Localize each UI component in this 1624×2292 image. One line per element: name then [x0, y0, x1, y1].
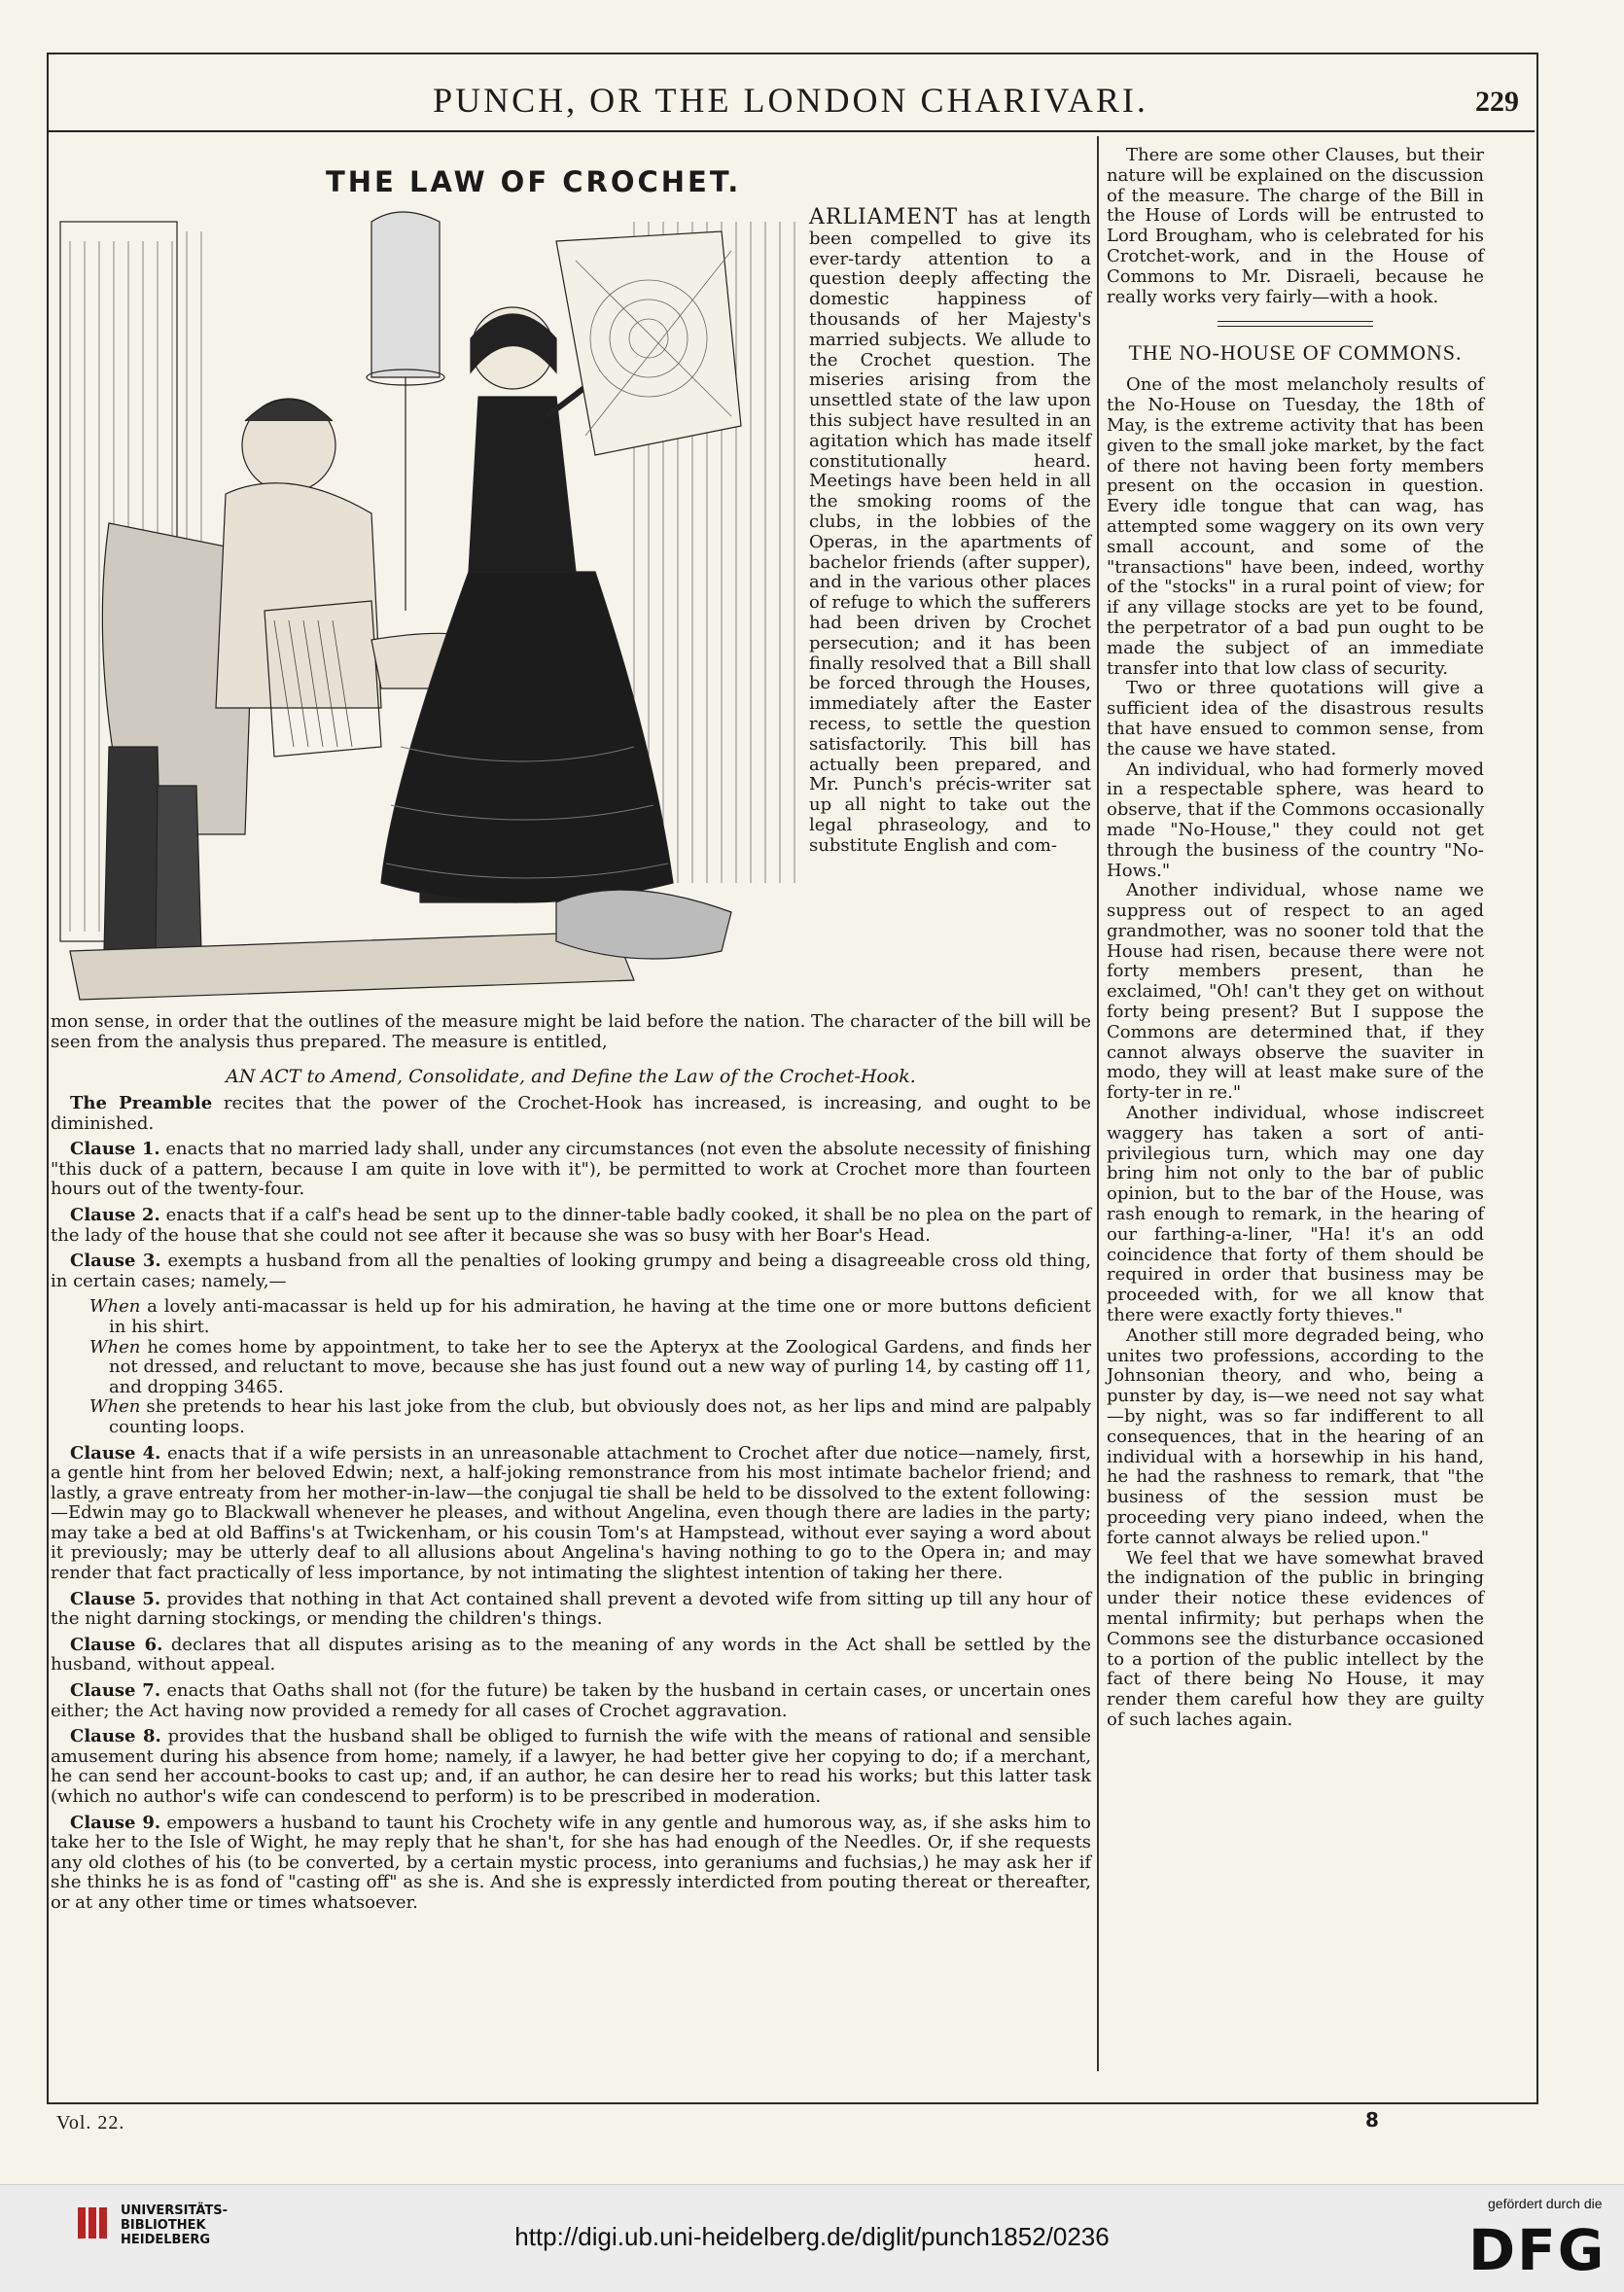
no-house-paragraph: We feel that we have somewhat braved the indignation of the public in bringing under their notice these evidences of mental infirmity; but perhaps when the Commons see the disturbance occasioned to a portion of the public intellect by the fact of there being No House, it may render them careful how they are guilty of such laches again.	[1107, 1547, 1484, 1730]
preamble-label: The Preamble	[70, 1093, 213, 1113]
no-house-paragraph: Another individual, whose indiscreet waggery has taken a sort of anti-privilegious turn, which may one day bring him not only to the bar of public opinion, but to the bar of the House, was rash enough to remark, in the hearing of our farthing-a-liner, "Ha! it's an odd coincidence that forty of them should be required in order that business may be proceeded with, for we all know that there were exactly forty thieves."	[1107, 1103, 1484, 1326]
article-intro	[809, 205, 1091, 857]
clause-label: Clause 2.	[70, 1204, 160, 1225]
clause-text: declares that all disputes arising as to the meaning of any words in the Act shall be settled by the husband, without appeal.	[51, 1634, 1092, 1675]
clause-text: enacts that no married lady shall, under any circumstances (not even the absolute necessity of finishing "this duck of a pattern, because I am quite in love with it"), be permitted to work at Crochet more than fourteen hours out of the twenty-four.	[51, 1139, 1091, 1200]
clause-label: Clause 6.	[70, 1634, 163, 1655]
signature-mark: 8	[1365, 2108, 1379, 2132]
page-number: 229	[1475, 86, 1519, 118]
crochet-illustration	[51, 202, 819, 1014]
intro-continuation: mon sense, in order that the outlines of the measure might be laid before the nation. The character of the bill will be seen from the analysis thus prepared. The measure is entitled,	[51, 1011, 1091, 1052]
no-house-paragraph: Another still more degraded being, who unites two professions, according to the Johnsonian theory, and who, being a punster by day, is—we need not say what—by night, was so far indifferent to all consequences, that in the hearing of an individual with a horsewhip in his hand, he had the rashness to remark, that "the business of the session must be proceeding very piano indeed, when the forte cannot always be relied upon."	[1107, 1324, 1484, 1548]
clause-label: Clause 4.	[70, 1442, 161, 1463]
volume-label: Vol. 22.	[56, 2112, 125, 2133]
no-house-paragraph: An individual, who had formerly moved in a respectable sphere, was heard to observe, that if the Commons occasionally made "No-House," they could not get through the business of the country "No-Hows."	[1107, 758, 1484, 881]
clause	[51, 1814, 1091, 1914]
clause-case	[51, 1297, 1091, 1337]
clause	[51, 1444, 1091, 1584]
clause-text: exempts a husband from all the penalties of looking grumpy and being a disagreeable cross old thing, in certain cases; namely,—	[51, 1251, 1091, 1291]
clause-label: Clause 5.	[70, 1588, 161, 1609]
clause-label: Clause 9.	[70, 1812, 161, 1833]
clause-label: Clause 8.	[70, 1726, 161, 1747]
column-rule	[1097, 136, 1099, 2071]
section-divider	[1218, 321, 1373, 327]
clause-case	[51, 1338, 1091, 1398]
no-house-paragraph: Another individual, whose name we suppress out of respect to an aged grandmother, was no sooner told that the House had risen, because there were not forty members present, than he exclaimed, "Oh! can't they get on without forty being present? But I suppose the Commons are determined that, if they cannot always observe the suaviter in modo, they will at least make sure of the forty-ter in re."	[1107, 880, 1484, 1104]
clause-label: Clause 3.	[70, 1251, 161, 1272]
case-text: a lovely anti-macassar is held up for his admiration, he having at the time one or more buttons deficient in his shirt.	[109, 1296, 1091, 1337]
clause-text: provides that nothing in that Act contained shall prevent a devoted wife from sitting up till any hour of the night darning stockings, or mending the children's things.	[51, 1588, 1091, 1630]
running-title: PUNCH, OR THE LONDON CHARIVARI.	[433, 81, 1148, 120]
clause-text: provides that the husband shall be obliged to furnish the wife with the means of rational and sensible amusement during his absence from home; namely, if a lawyer, he had better give her copying to do; if a merchant, he can send her account-books to cast up; and, if an author, he can desire her to read his works; but this latter task (which no author's wife can condescend to perform) is to be prescribed in moderation.	[51, 1726, 1091, 1807]
clause-case	[51, 1397, 1091, 1437]
clause-text: empowers a husband to taunt his Crochety wife in any gentle and humorous way, as, if she asks him to take her to the Isle of Wight, he may reply that he shan't, for she has had enough of the Needles. Or, if she requests any old clothes of his (to be converted, by a certain mystic process, into geraniums and fuchsias,) he may ask her if she thinks he is as fond of "casting off" as she is. And she is expressly interdicted from pouting thereat or thereafter, or at any other time or times whatsoever.	[51, 1812, 1091, 1913]
library-name-line: BIBLIOTHEK	[121, 2218, 206, 2233]
clause-label: Clause 1.	[70, 1139, 160, 1160]
permalink-url[interactable]: http://digi.ub.uni-heidelberg.de/diglit/punch1852/0236	[514, 2222, 1110, 2251]
dfg-logo: DFG	[1468, 2217, 1606, 2283]
clause	[51, 1590, 1091, 1630]
article-title: THE LAW OF CROCHET.	[326, 165, 742, 198]
intro-drop-word: ARLIAMENT	[809, 205, 959, 229]
library-name-line: HEIDELBERG	[121, 2233, 211, 2247]
crochet-closing-paragraph: There are some other Clauses, but their nature will be explained on the discussion of the measure. The charge of the Bill in the House of Lords will be entrusted to Lord Brougham, who is celebrated for his Crotchet-work, and in the House of Commons to Mr. Disraeli, because he really works very fairly—with a hook.	[1107, 145, 1484, 307]
preamble	[51, 1094, 1091, 1134]
clause	[51, 1206, 1091, 1246]
clause-text: enacts that if a calf's head be sent up to the dinner-table badly cooked, it shall be no plea on the part of the lady of the house that she could not see after it because she was so busy with her Boar's Head.	[51, 1204, 1091, 1246]
clauses-list	[51, 1094, 1091, 1920]
clause	[51, 1140, 1091, 1200]
act-title: AN ACT to Amend, Consolidate, and Define the Law of the Crochet-Hook.	[226, 1066, 916, 1087]
clause	[51, 1727, 1091, 1807]
right-column	[1107, 146, 1484, 1731]
library-name-line: UNIVERSITÄTS-	[121, 2204, 228, 2218]
preamble-text: recites that the power of the Crochet-Hook has increased, is increasing, and ought to be diminished.	[51, 1093, 1091, 1134]
clause-label: Clause 7.	[70, 1680, 161, 1702]
case-when: When	[89, 1396, 141, 1418]
clause-text: enacts that if a wife persists in an unreasonable attachment to Crochet after due notice—namely, first, a gentle hint from her beloved Edwin; next, a half-joking remonstrance from his most intimate bachelor friend; and lastly, a grave entreaty from her mother-in-law—the conjugal tie shall be held to be dissolved to the extent following:—Edwin may go to Blackwall whenever he pleases, and without Angelina, even though there are ladies in the party; may take a bed at old Baffins's at Twickenham, or his cousin Tom's at Hampstead, without ever saying a word about it previously; may be utterly deaf to all allusions about Angelina's having nothing to go to the Opera in; and may render that fact practically of less importance, by not intimating the slightest intention of taking her there.	[51, 1442, 1091, 1584]
page-header	[47, 80, 1535, 128]
case-text: she pretends to hear his last joke from the club, but obviously does not, as her lips and mind are palpably counting loops.	[109, 1396, 1091, 1437]
no-house-paragraph: Two or three quotations will give a sufficient idea of the disastrous results that have ensued to common sense, from the cause we have stated.	[1107, 678, 1484, 759]
case-text: he comes home by appointment, to take her to see the Apteryx at the Zoological Gardens, and finds her not dressed, and reluctant to move, because she has just found out a new way of purling 14, by casting off 11, and dropping 3465.	[109, 1336, 1091, 1397]
no-house-title: THE NO-HOUSE OF COMMONS.	[1128, 340, 1463, 366]
clause	[51, 1681, 1091, 1721]
no-house-paragraph: One of the most melancholy results of the No-House on Tuesday, the 18th of May, is the extreme activity that has been given to the small joke market, by the fact of there not having been forty members present on the occasion in question. Every idle tongue that can wag, has attempted some waggery on its own very small account, and some of the "transactions" have been, indeed, worthy of the "stocks" in a rural point of view; for if any village stocks are yet to be found, the perpetrator of a bad pun ought to be made the subject of an immediate transfer into that low class of security.	[1107, 374, 1484, 679]
intro-text: has at length been compelled to give its ever-tardy attention to a question deeply affecting the domestic happiness of thousands of her Majesty's married subjects. We allude to the Crochet question. The miseries arising from the unsettled state of the law upon this subject have resulted in an agitation which has made itself constitutionally heard. Meetings have been held in all the smoking rooms of the clubs, in the lobbies of the Operas, in the apartments of bachelor friends (after supper), and in the various other places of refuge to which the sufferers had been driven by Crochet persecution; and it has been finally resolved that a Bill shall be forced through the Houses, immediately after the Easter recess, to settle the question satisfactorily. This bill has actually been prepared, and Mr. Punch's précis-writer sat up all night to take out the legal phraseology, and to substitute English and com-	[809, 208, 1091, 856]
case-when: When	[89, 1296, 141, 1318]
clause	[51, 1252, 1091, 1291]
clause-text: enacts that Oaths shall not (for the future) be taken by the husband in certain cases, or uncertain ones either; the Act having now provided a remedy for all cases of Crochet aggravation.	[51, 1680, 1091, 1721]
header-rule	[47, 130, 1535, 132]
clause	[51, 1636, 1091, 1675]
case-when: When	[89, 1336, 141, 1358]
funded-by-label: gefördert durch die	[1488, 2196, 1603, 2211]
